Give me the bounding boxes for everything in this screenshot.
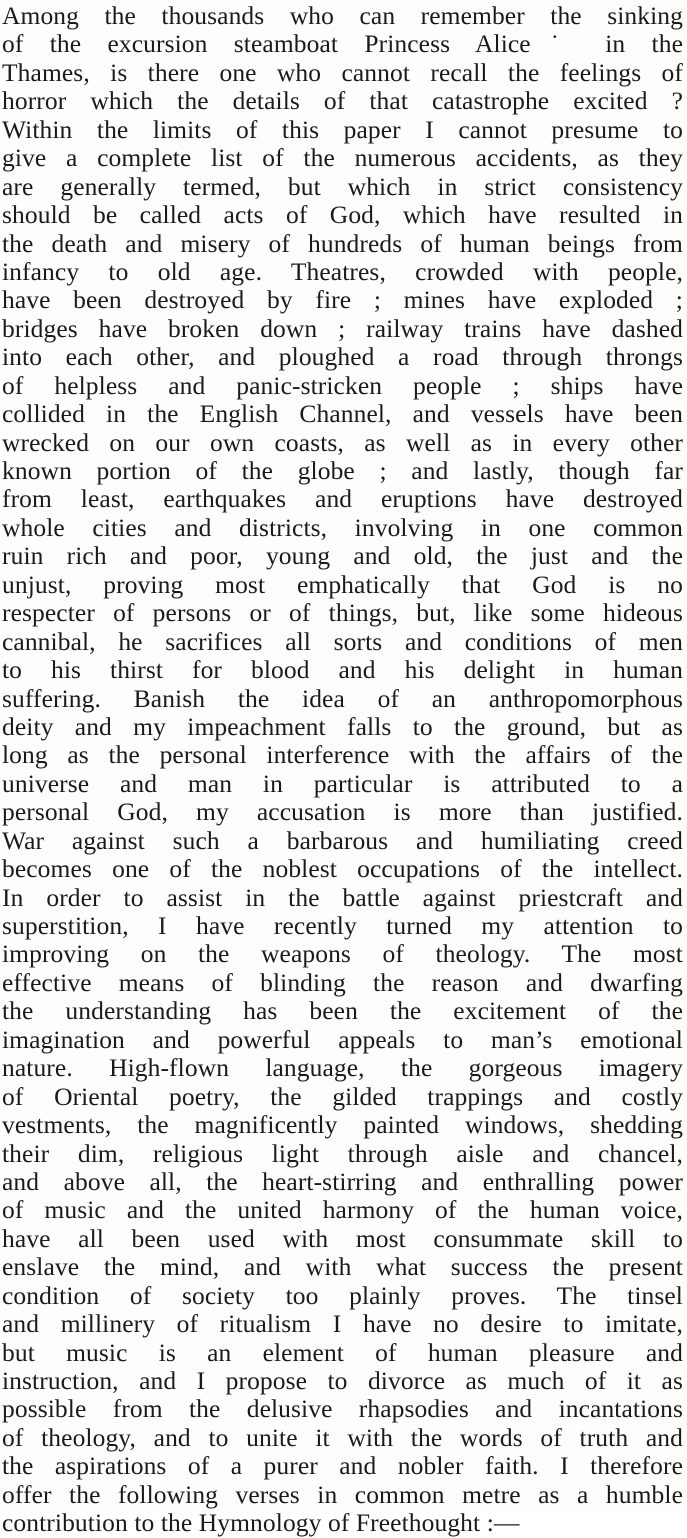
text-line: vestments, the magnificently painted windows, shedding (2, 1111, 683, 1140)
text-line: In order to assist in the battle against priestcraft and (2, 883, 683, 912)
text-line: collided in the English Channel, and vessels have been (2, 400, 683, 429)
text-line: respecter of persons or of things, but, like some hideous (2, 599, 683, 628)
text-line: long as the personal interference with the affairs of the (2, 741, 683, 770)
text-line: suffering. Banish the idea of an anthropomorphous (2, 684, 683, 713)
text-line: known portion of the globe ; and lastly, though far (2, 457, 683, 485)
text-line: imagination and powerful appeals to man’s emotional (2, 1025, 683, 1054)
text-line: into each other, and ploughed a road through throngs (2, 343, 683, 372)
text-line: from least, earthquakes and eruptions have destroyed (2, 485, 683, 514)
text-line: the understanding has been the excitement of the (2, 997, 683, 1026)
text-line: the aspirations of a purer and nobler faith. I therefore (2, 1452, 683, 1481)
text-line: wrecked on our own coasts, as well as in every other (2, 428, 683, 457)
text-line: unjust, proving most emphatically that God is no (2, 570, 683, 599)
text-line: their dim, religious light through aisle and chancel, (2, 1139, 683, 1168)
text-line: horror which the details of that catastrophe excited ? (2, 87, 683, 116)
text-line: are generally termed, but which in strict consistency (2, 172, 683, 201)
text-line: improving on the weapons of theology. The most (2, 940, 683, 969)
text-line: Within the limits of this paper I cannot presume to (2, 115, 683, 144)
text-line: superstition, I have recently turned my attention to (2, 912, 683, 940)
text-line: enslave the mind, and with what success the present (2, 1253, 683, 1282)
text-line: and millinery of ritualism I have no desire to imitate, (2, 1310, 683, 1339)
text-line: nature. High-flown language, the gorgeous imagery (2, 1054, 683, 1083)
text-line: universe and man in particular is attributed to a (2, 769, 683, 798)
text-line: the death and misery of hundreds of human beings from (2, 229, 683, 258)
text-line: personal God, my accusation is more than justified. (2, 798, 683, 827)
text-line: possible from the delusive rhapsodies and incantations (2, 1395, 683, 1424)
text-line: Thames, is there one who cannot recall the feelings of (2, 58, 683, 87)
text-line: should be called acts of God, which have resulted in (2, 201, 683, 230)
text-line: and above all, the heart-stirring and enthralling power (2, 1167, 683, 1196)
text-line: of Oriental poetry, the gilded trappings and costly (2, 1082, 683, 1111)
text-line: of theology, and to unite it with the words of truth and (2, 1423, 683, 1452)
text-line: instruction, and I propose to divorce as much of it as (2, 1367, 683, 1395)
text-line: Among the thousands who can remember the sinking (2, 2, 683, 30)
text-line: becomes one of the noblest occupations of the intellect. (2, 855, 683, 884)
text-line: have been destroyed by fire ; mines have exploded ; (2, 286, 683, 315)
text-line: ruin rich and poor, young and old, the just and the (2, 542, 683, 571)
text-line-last: contribution to the Hymnology of Freethought :— (2, 1509, 520, 1538)
body-paragraph (2, 2, 683, 1538)
text-line: War against such a barbarous and humiliating creed (2, 826, 683, 855)
text-line: offer the following verses in common metre as a humble (2, 1480, 683, 1509)
text-line: have all been used with most consummate skill to (2, 1224, 683, 1253)
text-line: deity and my impeachment falls to the ground, but as (2, 712, 683, 741)
text-line: bridges have broken down ; railway trains have dashed (2, 314, 683, 343)
text-line: infancy to old age. Theatres, crowded with people, (2, 257, 683, 286)
text-line: of the excursion steamboat Princess Alice˙ in the (2, 30, 683, 59)
text-line: to his thirst for blood and his delight in human (2, 656, 683, 685)
text-line: cannibal, he sacrifices all sorts and conditions of men (2, 627, 683, 656)
text-line: condition of society too plainly proves. The tinsel (2, 1281, 683, 1310)
text-line: effective means of blinding the reason and dwarfing (2, 968, 683, 997)
text-line: but music is an element of human pleasure and (2, 1338, 683, 1367)
text-line: of helpless and panic-stricken people ; ships have (2, 371, 683, 400)
text-line: whole cities and districts, involving in one common (2, 513, 683, 542)
text-line: of music and the united harmony of the human voice, (2, 1196, 683, 1225)
text-line: give a complete list of the numerous accidents, as they (2, 144, 683, 173)
